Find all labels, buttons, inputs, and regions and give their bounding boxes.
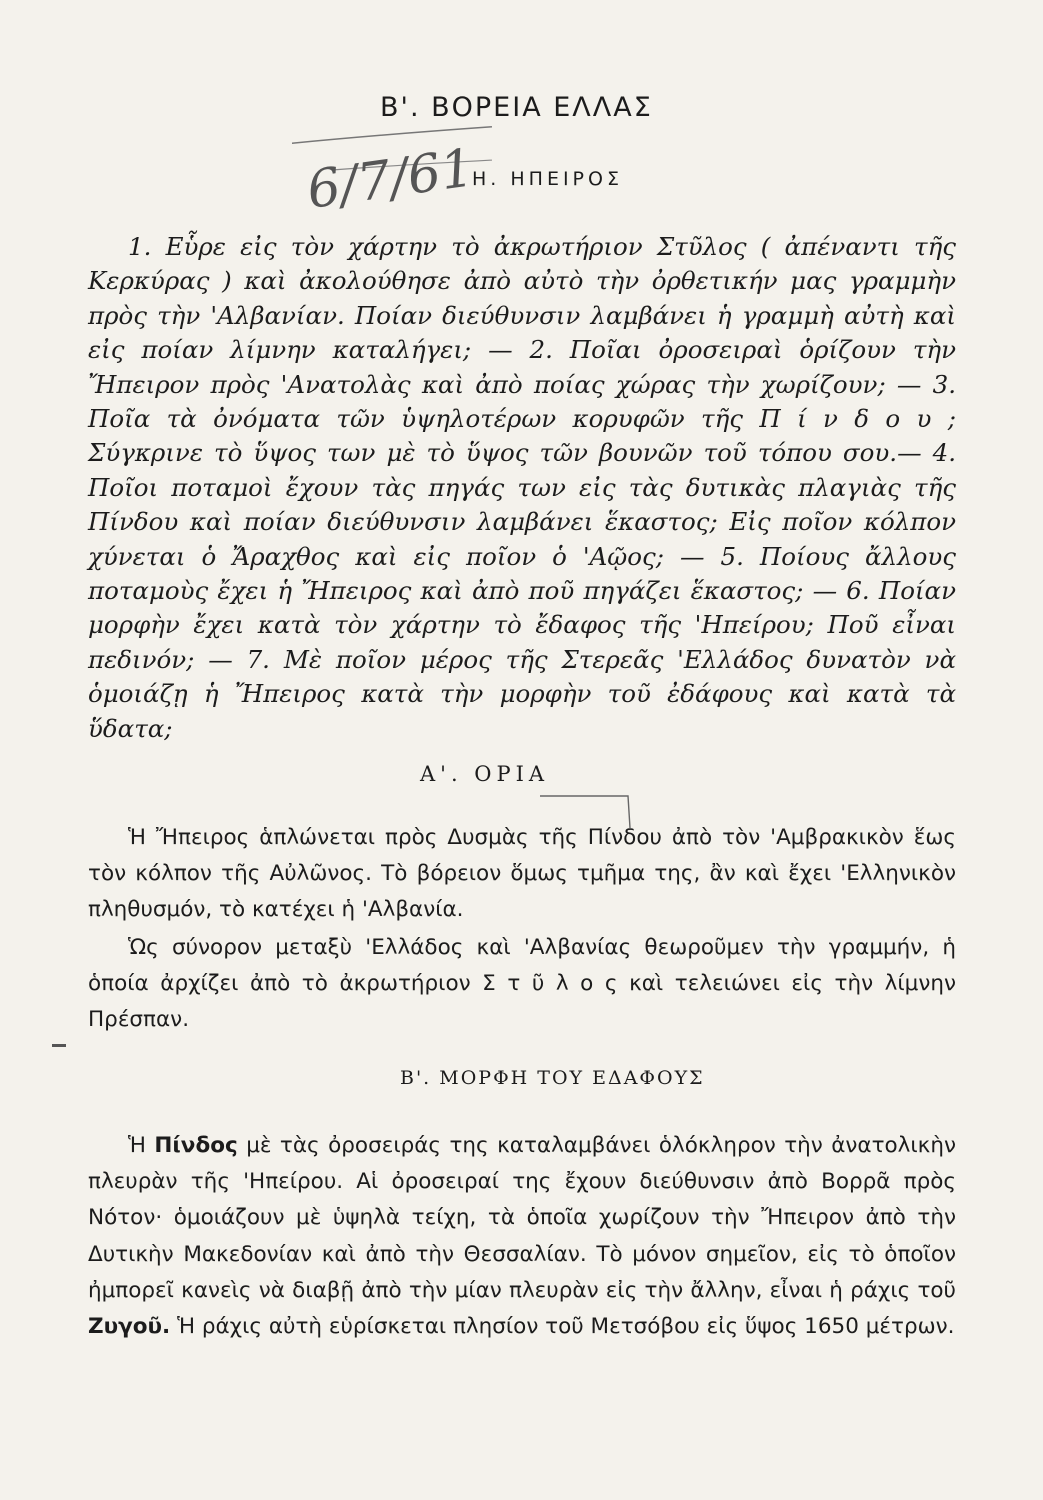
margin-dash-mark: [52, 1044, 66, 1047]
section-a-heading: Α'. ΟΡΙΑ: [420, 762, 550, 786]
exercises-paragraph: [88, 230, 956, 746]
handwritten-date-text: 6/7/61: [303, 138, 478, 221]
section-a-paragraph-1: [88, 820, 956, 929]
handwritten-date-annotation: [292, 112, 492, 222]
chapter-title: Η. ΗΠΕΙΡΟΣ: [472, 168, 623, 190]
exercises-text: 1. Εὗρε εἰς τὸν χάρτην τὸ ἀκρωτήριον Στῦλος ( ἀπέναντι τῆς Κερκύρας ) καὶ ἀκολούθησε ἀπὸ αὐτὸ τὴν ὀρθετικήν μας γραμμὴν πρὸς τὴν 'Αλβανίαν. Ποίαν διεύθυνσιν λαμβάνει ἡ γραμμὴ αὐτὴ καὶ εἰς ποίαν λίμνην καταλήγει; — 2. Ποῖαι ὀροσειραὶ ὁρίζουν τὴν Ἤπειρον πρὸς 'Ανατολὰς καὶ ἀπὸ ποίας χώρας τὴν χωρίζουν; — 3. Ποῖα τὰ ὀνόματα τῶν ὑψηλοτέρων κορυφῶν τῆς Π ί ν δ ο υ ; Σύγκρινε τὸ ὕψος των μὲ τὸ ὕψος τῶν βουνῶν τοῦ τόπου σου.— 4. Ποῖοι ποταμοὶ ἔχουν τὰς πηγάς των εἰς τὰς δυτικὰς πλαγιὰς τῆς Πίνδου καὶ ποίαν διεύθυνσιν λαμβάνει ἕκαστος; Εἰς ποῖον κόλπον χύνεται ὁ Ἄραχθος καὶ εἰς ποῖον ὁ 'Αῷος; — 5. Ποίους ἄλλους ποταμοὺς ἔχει ἡ Ἤπειρος καὶ ἀπὸ ποῦ πηγάζει ἕκαστος; — 6. Ποίαν μορφὴν ἔχει κατὰ τὸν χάρτην τὸ ἔδαφος τῆς 'Ηπείρου; Ποῦ εἶναι πεδινόν; — 7. Μὲ ποῖον μέρος τῆς Στερεᾶς 'Ελλάδος δυνατὸν νὰ ὁμοιάζῃ ἡ Ἤπειρος κατὰ τὴν μορφὴν τοῦ ἐδάφους καὶ κατὰ τὰ ὕδατα;: [88, 232, 956, 743]
section-b-end: Ἡ ράχις αὐτὴ εὑρίσκεται πλησίον τοῦ Μετσόβου εἰς ὕψος 1650 μέτρων.: [177, 1314, 955, 1340]
section-b-paragraph: [88, 1128, 956, 1345]
term-zygos: Ζυγοῦ.: [88, 1314, 171, 1340]
term-pindos: Πίνδος: [154, 1133, 238, 1158]
section-b-text: μὲ τὰς ὀροσειράς της καταλαμβάνει ὁλόκληρον τὴν ἀνατολικὴν πλευρὰν τῆς 'Ηπείρου. Αἱ ὀροσειραί της ἔχουν διεύθυνσιν ἀπὸ Βορρᾶ πρὸς Νότον· ὁμοιάζουν μὲ ὑψηλὰ τείχη, τὰ ὁποῖα χωρίζουν τὴν Ἤπειρον ἀπὸ τὴν Δυτικὴν Μακεδονίαν καὶ ἀπὸ τὴν Θεσσαλίαν. Τὸ μόνον σημεῖον, εἰς τὸ ὁποῖον ἠμπορεῖ κανεὶς νὰ διαβῇ ἀπὸ τὴν μίαν πλευρὰν εἰς τὴν ἄλλην, εἶναι ἡ ράχις τοῦ: [88, 1133, 956, 1303]
section-a-paragraph-2: [88, 930, 956, 1039]
section-a-paragraph-2-text: Ὡς σύνορον μεταξὺ 'Ελλάδος καὶ 'Αλβανίας θεωροῦμεν τὴν γραμμήν, ἡ ὁποία ἀρχίζει ἀπὸ τὸ ἀκρωτήριον Σ τ ῦ λ ο ς καὶ τελειώνει εἰς τὴν λίμνην Πρέσπαν.: [88, 935, 956, 1033]
part-title: Β'. ΒΟΡΕΙΑ ΕΛΛΑΣ: [380, 92, 653, 123]
section-b-lead: Ἡ: [128, 1133, 146, 1158]
section-a-paragraph-1-text: Ἡ Ἤπειρος ἁπλώνεται πρὸς Δυσμὰς τῆς Πίνδου ἀπὸ τὸν 'Αμβρακικὸν ἕως τὸν κόλπον τῆς Αὐλῶνος. Τὸ βόρειον ὅμως τμῆμα της, ἂν καὶ ἔχει 'Ελληνικὸν πληθυσμόν, τὸ κατέχει ἡ 'Αλβανία.: [88, 825, 956, 923]
pen-scribble-icon: [292, 112, 492, 222]
section-b-heading: Β'. ΜΟΡΦΗ ΤΟΥ ΕΔΑΦΟΥΣ: [400, 1067, 705, 1089]
